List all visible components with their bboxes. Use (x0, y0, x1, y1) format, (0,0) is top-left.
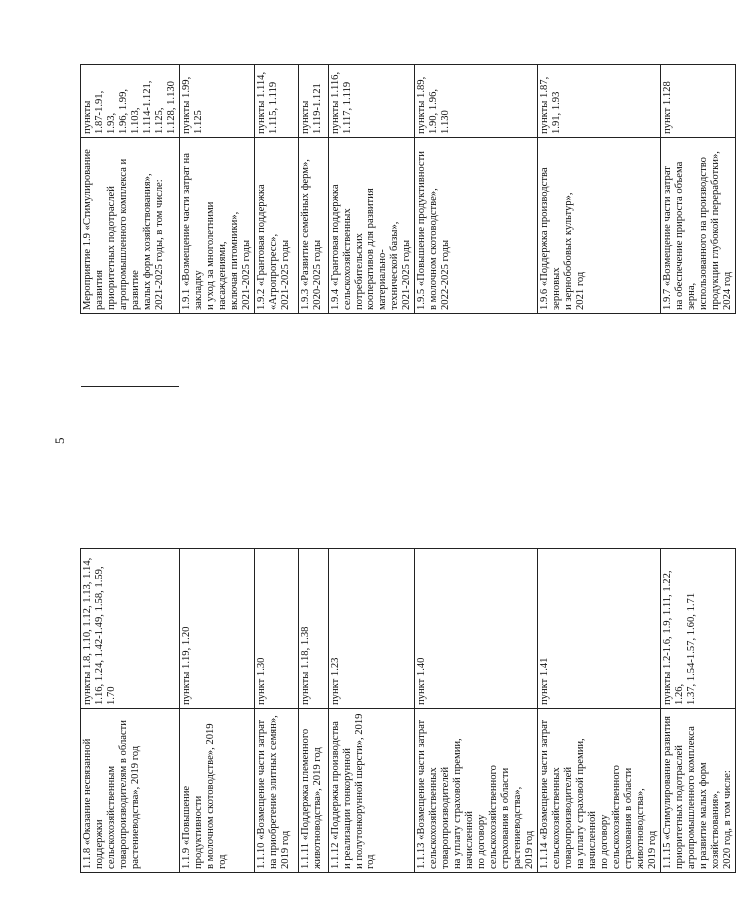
right-measure-cell: 1.9.7 «Возмещение части затрат на обеспечение прироста объема зерна, использованного на производство продукции глубокой переработки», 2024 год (660, 138, 735, 314)
rotated-page-content (80, 65, 733, 873)
table-row (81, 65, 180, 873)
left-points-cell: пункт 1.40 (415, 549, 538, 709)
spacer-cell (298, 314, 328, 387)
measures-table (80, 64, 736, 873)
left-measure-cell: 1.1.9 «Повышение продуктивности в молочном скотоводстве», 2019 год (179, 709, 254, 873)
right-measure-cell: 1.9.3 «Развитие семейных ферм», 2020-2025 годы (298, 138, 328, 314)
left-measure-cell: 1.1.11 «Поддержка племенного животноводства», 2019 год (298, 709, 328, 873)
page-number: 5 (52, 437, 67, 444)
left-points-cell: пункты 1.19, 1.20 (179, 549, 254, 709)
table-row (538, 65, 661, 873)
left-measure-cell: 1.1.12 «Поддержка производства и реализации тонкорунной и полутонкорунной шерсти», 2019 год (328, 709, 415, 873)
spacer-cell (81, 314, 180, 387)
left-measure-cell: 1.1.14 «Возмещение части затрат сельскохозяйственных товаропроизводителей на уплату страховой премии, начисленной по договору сельскохозяйственного страхования в области животноводства», 2019 год (538, 709, 661, 873)
left-measure-cell: 1.1.8 «Оказание несвязанной поддержки сельскохозяйственным товаропроизводителям в области растениеводства», 2019 год (81, 709, 180, 873)
spacer-cell (328, 387, 415, 549)
table-row (415, 65, 538, 873)
spacer-cell (328, 314, 415, 387)
table-row (254, 65, 298, 873)
right-points-cell: пункты 1.87-1.91, 1.93, 1.96, 1.99, 1.103, 1.114-1.121, 1.125, 1.128, 1.130 (81, 65, 180, 138)
table-row (179, 65, 254, 873)
left-points-cell: пункты 1.2-1.6, 1.9, 1.11, 1.22, 1.26, 1.37, 1.54-1.57, 1.60, 1.71 (660, 549, 735, 709)
spacer-cell (538, 387, 661, 549)
left-points-cell: пункты 1.8, 1.10, 1.12, 1.13, 1.14, 1.16, 1.24, 1.42-1.49, 1.58, 1.59, 1.70 (81, 549, 180, 709)
right-measure-cell: 1.9.4 «Грантовая поддержка сельскохозяйственных потребительских кооперативов для развития материально- технической базы», 2021-2025 годы (328, 138, 415, 314)
spacer-cell (254, 387, 298, 549)
right-points-cell: пункты 1.116, 1.117, 1.119 (328, 65, 415, 138)
right-points-cell: пункты 1.114, 1.115, 1.119 (254, 65, 298, 138)
right-measure-cell: 1.9.2 «Грантовая поддержка «Агропрогресс», 2021-2025 годы (254, 138, 298, 314)
spacer-cell (415, 314, 538, 387)
spacer-cell (179, 387, 254, 549)
spacer-cell (81, 387, 180, 549)
table-row (298, 65, 328, 873)
right-measure-cell: 1.9.1 «Возмещение части затрат на закладку и уход за многолетними насаждениями, включая питомники», 2021-2025 годы (179, 138, 254, 314)
left-measure-cell: 1.1.13 «Возмещение части затрат сельскохозяйственных товаропроизводителей на уплату страховой премии, начисленной по договору сельскохозяйственного страхования в области растениеводства», 2019 год (415, 709, 538, 873)
right-points-cell: пункты 1.89, 1.90, 1.96, 1.130 (415, 65, 538, 138)
right-points-cell: пункты 1.99, 1.125 (179, 65, 254, 138)
spacer-cell (660, 387, 735, 549)
right-measure-cell: 1.9.5 «Повышение продуктивности в молочном скотоводстве», 2022-2025 годы (415, 138, 538, 314)
right-measure-cell: 1.9.6 «Поддержка производства зерновых и зернобобовых культур», 2021 год (538, 138, 661, 314)
left-points-cell: пункт 1.41 (538, 549, 661, 709)
table-row (328, 65, 415, 873)
left-measure-cell: 1.1.15 «Стимулирование развития приоритетных подотраслей агропромышленного комплекса и развитие малых форм хозяйствования», 2020 год, в том числе: (660, 709, 735, 873)
spacer-cell (298, 387, 328, 549)
left-measure-cell: 1.1.10 «Возмещение части затрат на приобретение элитных семян», 2019 год (254, 709, 298, 873)
spacer-cell (415, 387, 538, 549)
spacer-cell (538, 314, 661, 387)
spacer-cell (179, 314, 254, 387)
right-points-cell: пункт 1.128 (660, 65, 735, 138)
left-points-cell: пункт 1.30 (254, 549, 298, 709)
table-row (660, 65, 735, 873)
left-points-cell: пункты 1.18, 1.38 (298, 549, 328, 709)
right-points-cell: пункты 1.87, 1.91, 1.93 (538, 65, 661, 138)
left-points-cell: пункт 1.23 (328, 549, 415, 709)
spacer-cell (660, 314, 735, 387)
right-measure-cell: Мероприятие 1.9 «Стимулирование развития приоритетных подотраслей агропромышленного комплекса и развитие малых форм хозяйствования», 2021-2025 годы, в том числе: (81, 138, 180, 314)
spacer-cell (254, 314, 298, 387)
right-points-cell: пункты 1.119-1.121 (298, 65, 328, 138)
